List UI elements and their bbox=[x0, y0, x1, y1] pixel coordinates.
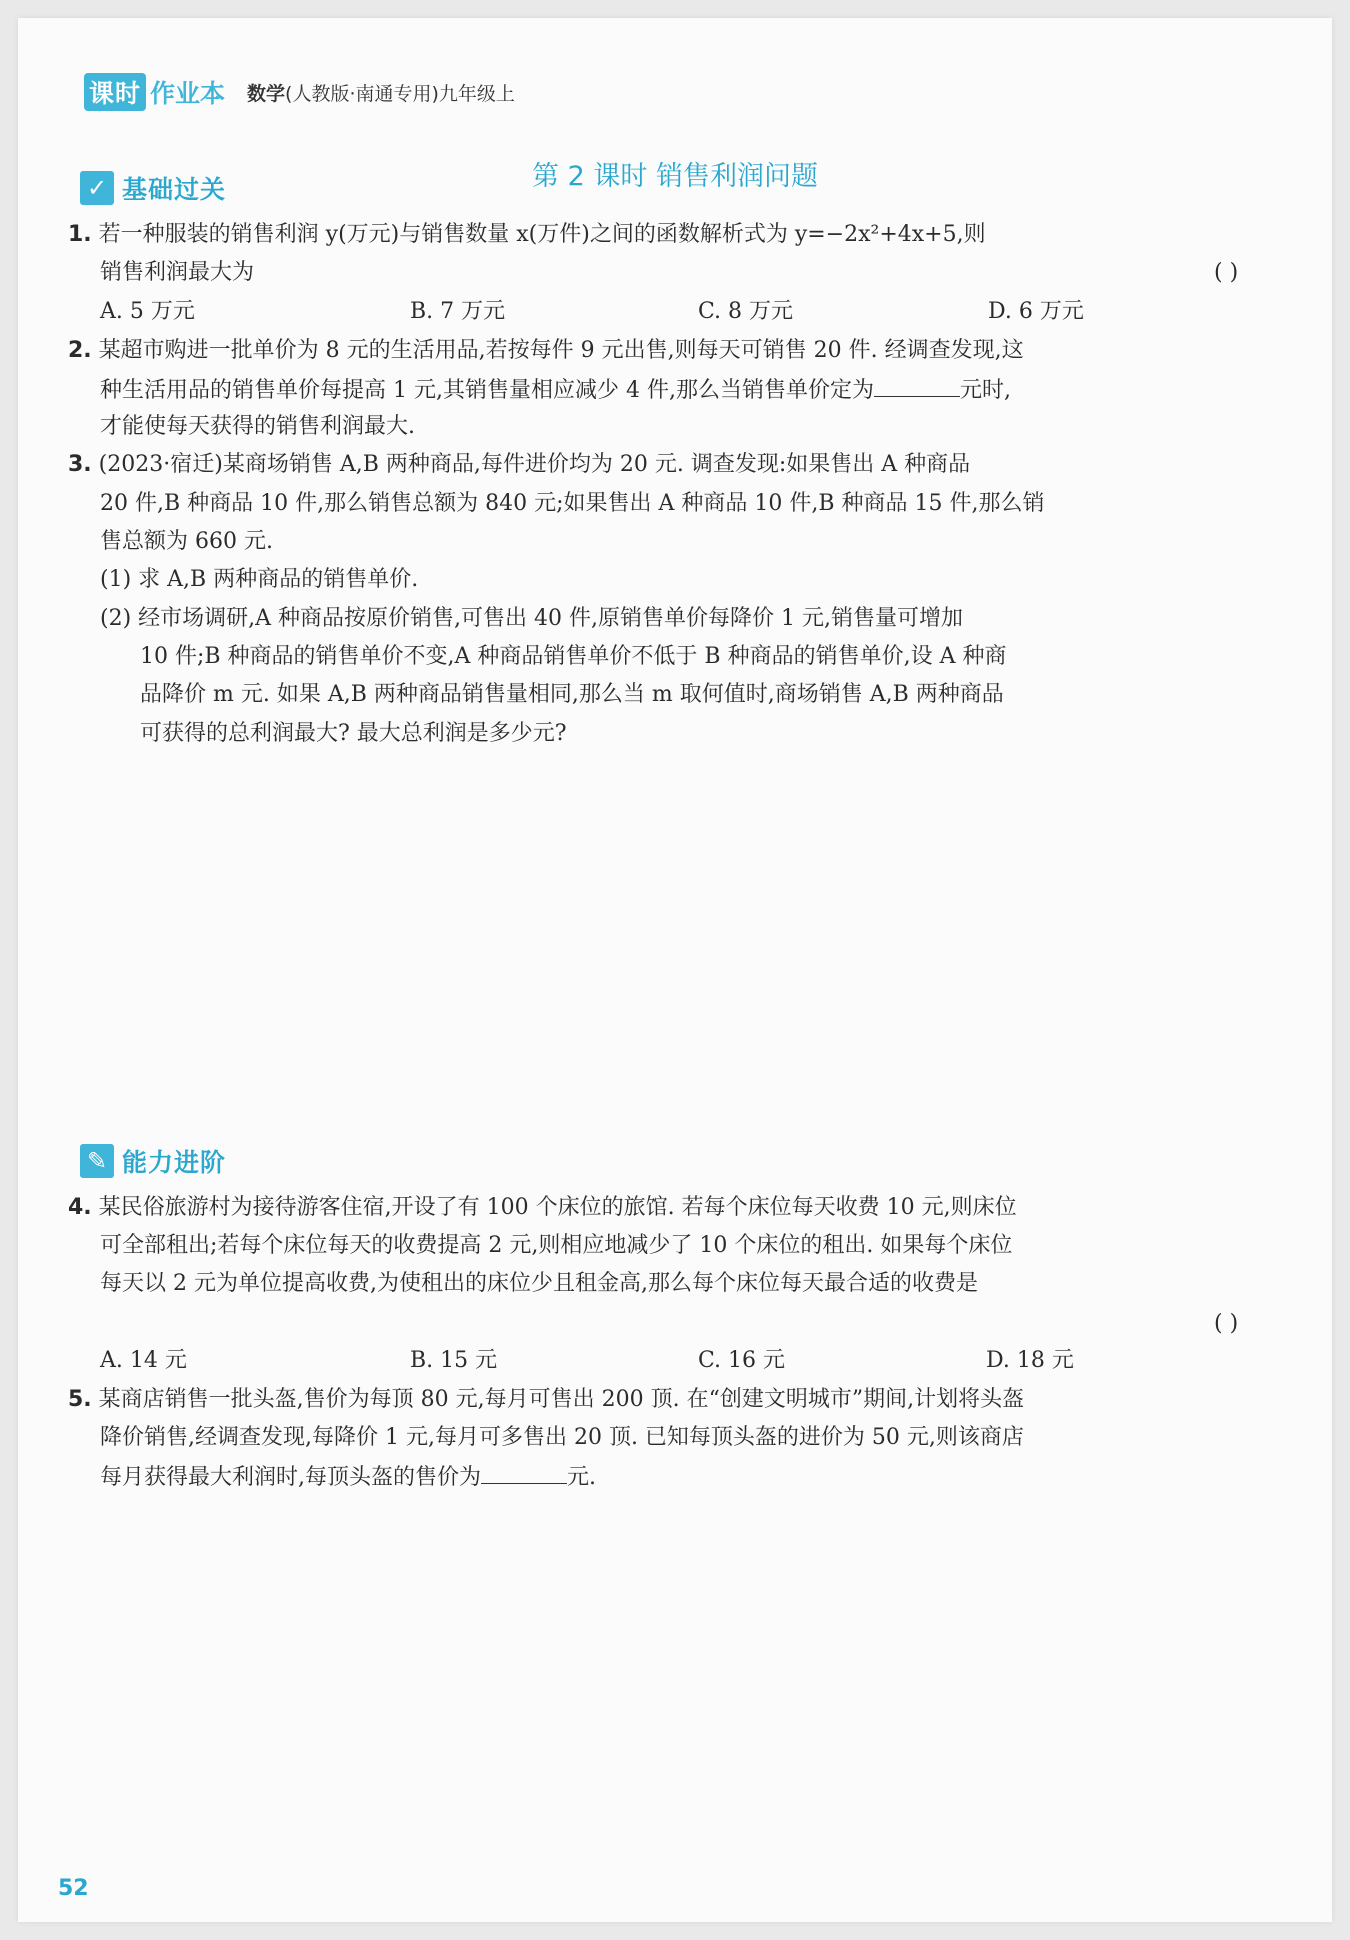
section-basic-label: 基础过关 bbox=[122, 175, 227, 204]
question-3-number: 3. bbox=[68, 452, 92, 477]
question-1-number: 1. bbox=[68, 222, 92, 247]
answer-bracket-1: ( ) bbox=[1214, 260, 1239, 285]
question-4-option-a: A. 14 元 bbox=[100, 1348, 187, 1373]
edition-label: (人教版·南通专用)九年级上 bbox=[285, 82, 515, 105]
question-3-line-3: 售总额为 660 元. bbox=[100, 529, 273, 554]
book-header bbox=[84, 72, 515, 112]
checkmark-icon: ✓ bbox=[80, 171, 114, 205]
section-advanced-label: 能力进阶 bbox=[122, 1148, 227, 1177]
question-3-part-2-line-2: 10 件;B 种商品的销售单价不变,A 种商品销售单价不低于 B 种商品的销售单价,设 A 种商 bbox=[140, 644, 1007, 669]
question-1-option-c: C. 8 万元 bbox=[698, 299, 794, 324]
book-logo: 课时 bbox=[84, 73, 146, 111]
page bbox=[18, 18, 1332, 1922]
question-1-option-b: B. 7 万元 bbox=[410, 299, 506, 324]
question-2-number: 2. bbox=[68, 338, 92, 363]
answer-blank-2[interactable] bbox=[874, 374, 960, 397]
question-4-number: 4. bbox=[68, 1195, 92, 1220]
question-4-option-b: B. 15 元 bbox=[410, 1348, 498, 1373]
answer-blank-5[interactable] bbox=[481, 1461, 567, 1484]
section-basic bbox=[80, 170, 226, 206]
question-5-number: 5. bbox=[68, 1387, 92, 1412]
question-3-line-2: 20 件,B 种商品 10 件,那么销售总额为 840 元;如果售出 A 种商品 10 件,B 种商品 15 件,那么销 bbox=[100, 491, 1045, 516]
question-3-line-1: 3. (2023·宿迁)某商场销售 A,B 两种商品,每件进价均为 20 元. 调查发现:如果售出 A 种商品 bbox=[68, 452, 971, 477]
question-4-option-c: C. 16 元 bbox=[698, 1348, 786, 1373]
question-3-part-2-line-3: 品降价 m 元. 如果 A,B 两种商品销售量相同,那么当 m 取何值时,商场销售 A,B 两种商品 bbox=[140, 682, 1004, 707]
book-subtitle bbox=[247, 79, 515, 106]
question-1-option-d: D. 6 万元 bbox=[988, 299, 1084, 324]
question-5-line-2: 降价销售,经调查发现,每降价 1 元,每月可多售出 20 顶. 已知每顶头盔的进价为 50 元,则该商店 bbox=[100, 1425, 1024, 1450]
question-4-line-3: 每天以 2 元为单位提高收费,为使租出的床位少且租金高,那么每个床位每天最合适的收费是 bbox=[100, 1271, 978, 1296]
question-3-part-2-line-1: (2) 经市场调研,A 种商品按原价销售,可售出 40 件,原销售单价每降价 1 元,销售量可增加 bbox=[100, 606, 963, 631]
question-5-line-3: 每月获得最大利润时,每顶头盔的售价为 元. bbox=[100, 1461, 596, 1493]
subject-label: 数学 bbox=[247, 82, 286, 105]
question-3-part-2-line-4: 可获得的总利润最大? 最大总利润是多少元? bbox=[140, 721, 567, 746]
question-2-line-2: 种生活用品的销售单价每提高 1 元,其销售量相应减少 4 件,那么当销售单价定为 元时, bbox=[100, 374, 1011, 406]
question-1-line-2: 销售利润最大为 bbox=[100, 260, 255, 285]
answer-bracket-4: ( ) bbox=[1214, 1311, 1239, 1336]
question-4-option-d: D. 18 元 bbox=[986, 1348, 1074, 1373]
page-number: 52 bbox=[58, 1876, 89, 1901]
pencil-icon: ✎ bbox=[80, 1144, 114, 1178]
question-3-part-1: (1) 求 A,B 两种商品的销售单价. bbox=[100, 567, 419, 592]
question-2-line-3: 才能使每天获得的销售利润最大. bbox=[100, 414, 415, 439]
question-5-line-1: 5. 某商店销售一批头盔,售价为每顶 80 元,每月可售出 200 顶. 在“创建文明城市”期间,计划将头盔 bbox=[68, 1387, 1025, 1412]
question-2-line-1: 2. 某超市购进一批单价为 8 元的生活用品,若按每件 9 元出售,则每天可销售 20 件. 经调查发现,这 bbox=[68, 338, 1024, 363]
lesson-title: 第 2 课时 销售利润问题 bbox=[532, 161, 818, 192]
book-logo-text: 作业本 bbox=[150, 79, 226, 108]
question-4-line-1: 4. 某民俗旅游村为接待游客住宿,开设了有 100 个床位的旅馆. 若每个床位每天收费 10 元,则床位 bbox=[68, 1195, 1017, 1220]
question-1-option-a: A. 5 万元 bbox=[100, 299, 195, 324]
question-1-line-1: 1. 若一种服装的销售利润 y(万元)与销售数量 x(万件)之间的函数解析式为 y=−2x²+4x+5,则 bbox=[68, 222, 986, 247]
question-4-line-2: 可全部租出;若每个床位每天的收费提高 2 元,则相应地减少了 10 个床位的租出. 如果每个床位 bbox=[100, 1233, 1013, 1258]
section-advanced bbox=[80, 1143, 226, 1179]
